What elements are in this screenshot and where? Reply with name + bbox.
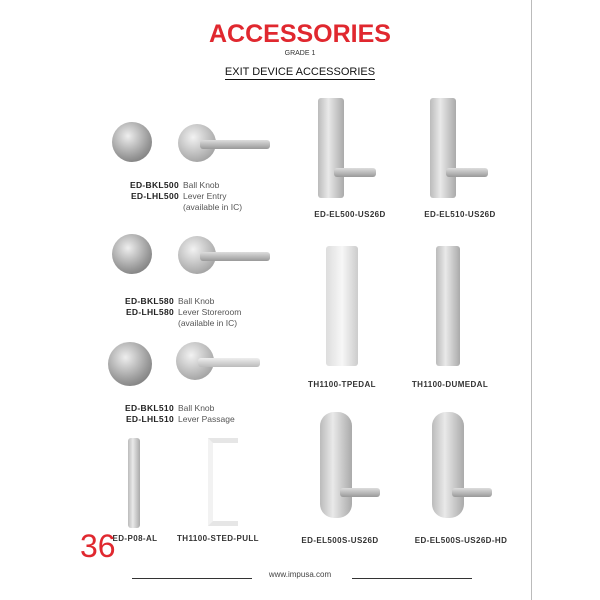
exit-trim-image [436, 246, 460, 366]
lever-handle-image [198, 358, 260, 367]
exit-trim-image [320, 412, 352, 518]
section-heading-text: EXIT DEVICE ACCESSORIES [224, 66, 376, 78]
page-edge [531, 0, 532, 600]
footer-url[interactable]: www.impusa.com [268, 570, 332, 579]
footer-rule [132, 578, 252, 579]
product-caption: TH1100-TPEDAL [308, 380, 376, 389]
ball-knob-image [112, 122, 152, 162]
product-codes: ED-BKL500 ED-LHL500 [130, 180, 179, 201]
section-heading [0, 66, 600, 78]
exit-trim-image [318, 98, 344, 198]
product-caption: ED-EL500-US26D [314, 210, 386, 219]
exit-trim-image [326, 246, 358, 366]
lever-handle-image [452, 488, 492, 497]
grade-label: GRADE 1 [284, 50, 316, 57]
exit-trim-image [432, 412, 464, 518]
pull-handle-image [128, 438, 140, 528]
product-descriptions: Ball Knob Lever Storeroom (available in IC) [178, 296, 242, 328]
product-caption: ED-EL500S-US26D [301, 536, 379, 545]
product-codes: ED-BKL510 ED-LHL510 [125, 403, 174, 424]
product-caption: TH1100-DUMEDAL [411, 380, 489, 389]
ball-knob-image [108, 342, 152, 386]
product-descriptions: Ball Knob Lever Entry (available in IC) [183, 180, 243, 212]
lever-handle-image [200, 252, 270, 261]
page-number: 36 [80, 528, 116, 564]
product-codes: ED-BKL580 ED-LHL580 [125, 296, 174, 317]
footer-rule [352, 578, 472, 579]
product-caption: ED-EL510-US26D [424, 210, 496, 219]
product-caption: ED-P08-AL [112, 534, 158, 543]
lever-handle-image [446, 168, 488, 177]
lever-handle-image [200, 140, 270, 149]
page-title: ACCESSORIES [209, 20, 391, 48]
product-descriptions: Ball Knob Lever Passage [178, 403, 235, 424]
ball-knob-image [112, 234, 152, 274]
pull-handle-image [208, 438, 238, 526]
lever-handle-image [334, 168, 376, 177]
product-caption: TH1100-STED-PULL [177, 534, 259, 543]
product-caption: ED-EL500S-US26D-HD [414, 536, 508, 545]
exit-trim-image [430, 98, 456, 198]
lever-handle-image [340, 488, 380, 497]
